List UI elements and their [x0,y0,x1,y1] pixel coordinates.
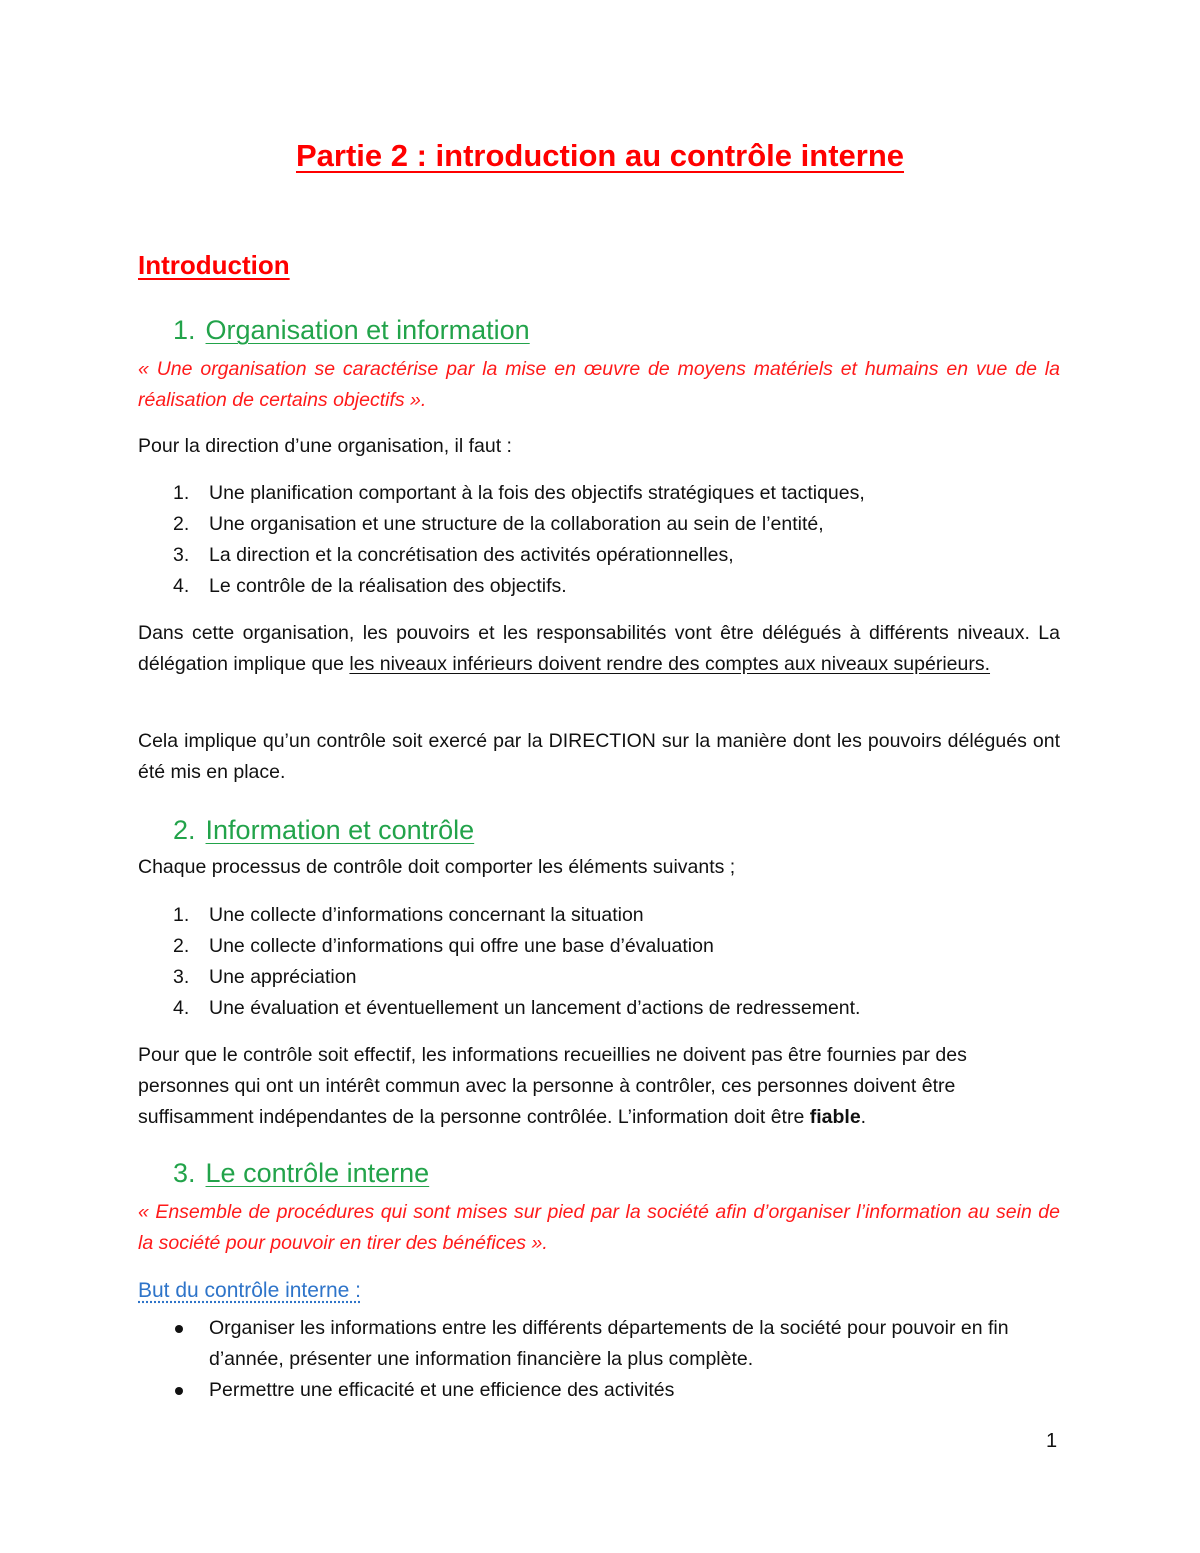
section-3-heading [173,1158,429,1189]
bullet-icon [175,1325,183,1333]
page-number: 1 [1046,1430,1058,1452]
list-item: 3. Une appréciation [173,966,357,988]
section-1-paragraph-delegation: Dans cette organisation, les pouvoirs et les responsabilités vont être délégués à différents niveaux. La délégation implique que les niveaux inférieurs doivent rendre des comptes aux niveaux supérieurs. [138,622,1060,675]
section-2-list [138,900,1060,1024]
section-2-lead: Chaque processus de contrôle doit comporter les éléments suivants ; [138,856,736,878]
section-3-label: Le contrôle interne [205,1158,430,1188]
list-item: 1. Une planification comportant à la fois des objectifs stratégiques et tactiques, [173,482,865,504]
section-1-list [138,478,1060,602]
section-1-heading [173,315,530,346]
section-2-number: 2. [173,815,196,845]
list-item: Organiser les informations entre les différents départements de la société pour pouvoir en fin d’année, présenter une information financière la plus complète. [138,1313,1060,1375]
section-2-label: Information et contrôle [205,815,475,845]
section-1-number: 1. [173,315,196,345]
bullet-icon [175,1387,183,1395]
section-3-number: 3. [173,1158,196,1188]
section-1-label: Organisation et information [205,315,530,345]
section-1-lead: Pour la direction d’une organisation, il faut : [138,435,512,457]
section-3-bullet-list [138,1313,1060,1406]
section-3-quote: « Ensemble de procédures qui sont mises sur pied par la société afin d’organiser l’information au sein de la société pour pouvoir en tirer des bénéfices ». [138,1201,1060,1254]
list-item: 4. Le contrôle de la réalisation des objectifs. [173,575,567,597]
list-item: 3. La direction et la concrétisation des activités opérationnelles, [173,544,734,566]
introduction-heading: Introduction [138,250,290,280]
section-3-subheading: But du contrôle interne : [138,1279,361,1302]
bold-word: fiable [809,1106,861,1128]
page-title: Partie 2 : introduction au contrôle interne [295,138,904,173]
list-item: 4. Une évaluation et éventuellement un lancement d’actions de redressement. [173,997,861,1019]
list-item: Permettre une efficacité et une efficience des activités [138,1375,1060,1406]
section-2-paragraph: Pour que le contrôle soit effectif, les informations recueillies ne doivent pas être fournies par des personnes qui ont un intérêt commun avec la personne à contrôler, ces personnes doivent être suffisamment indépendantes de la personne contrôlée. L’information doit être fiable. [138,1044,967,1128]
section-1-quote: « Une organisation se caractérise par la mise en œuvre de moyens matériels et humains en vue de la réalisation de certains objectifs ». [138,358,1060,411]
list-item: 1. Une collecte d’informations concernant la situation [173,904,644,926]
section-2-heading [173,815,474,846]
list-item: 2. Une organisation et une structure de la collaboration au sein de l’entité, [173,513,824,535]
list-item: 2. Une collecte d’informations qui offre une base d’évaluation [173,935,714,957]
underlined-phrase: les niveaux inférieurs doivent rendre des comptes aux niveaux supérieurs. [349,653,991,675]
section-1-paragraph-direction: Cela implique qu’un contrôle soit exercé par la DIRECTION sur la manière dont les pouvoirs délégués ont été mis en place. [138,730,1060,783]
